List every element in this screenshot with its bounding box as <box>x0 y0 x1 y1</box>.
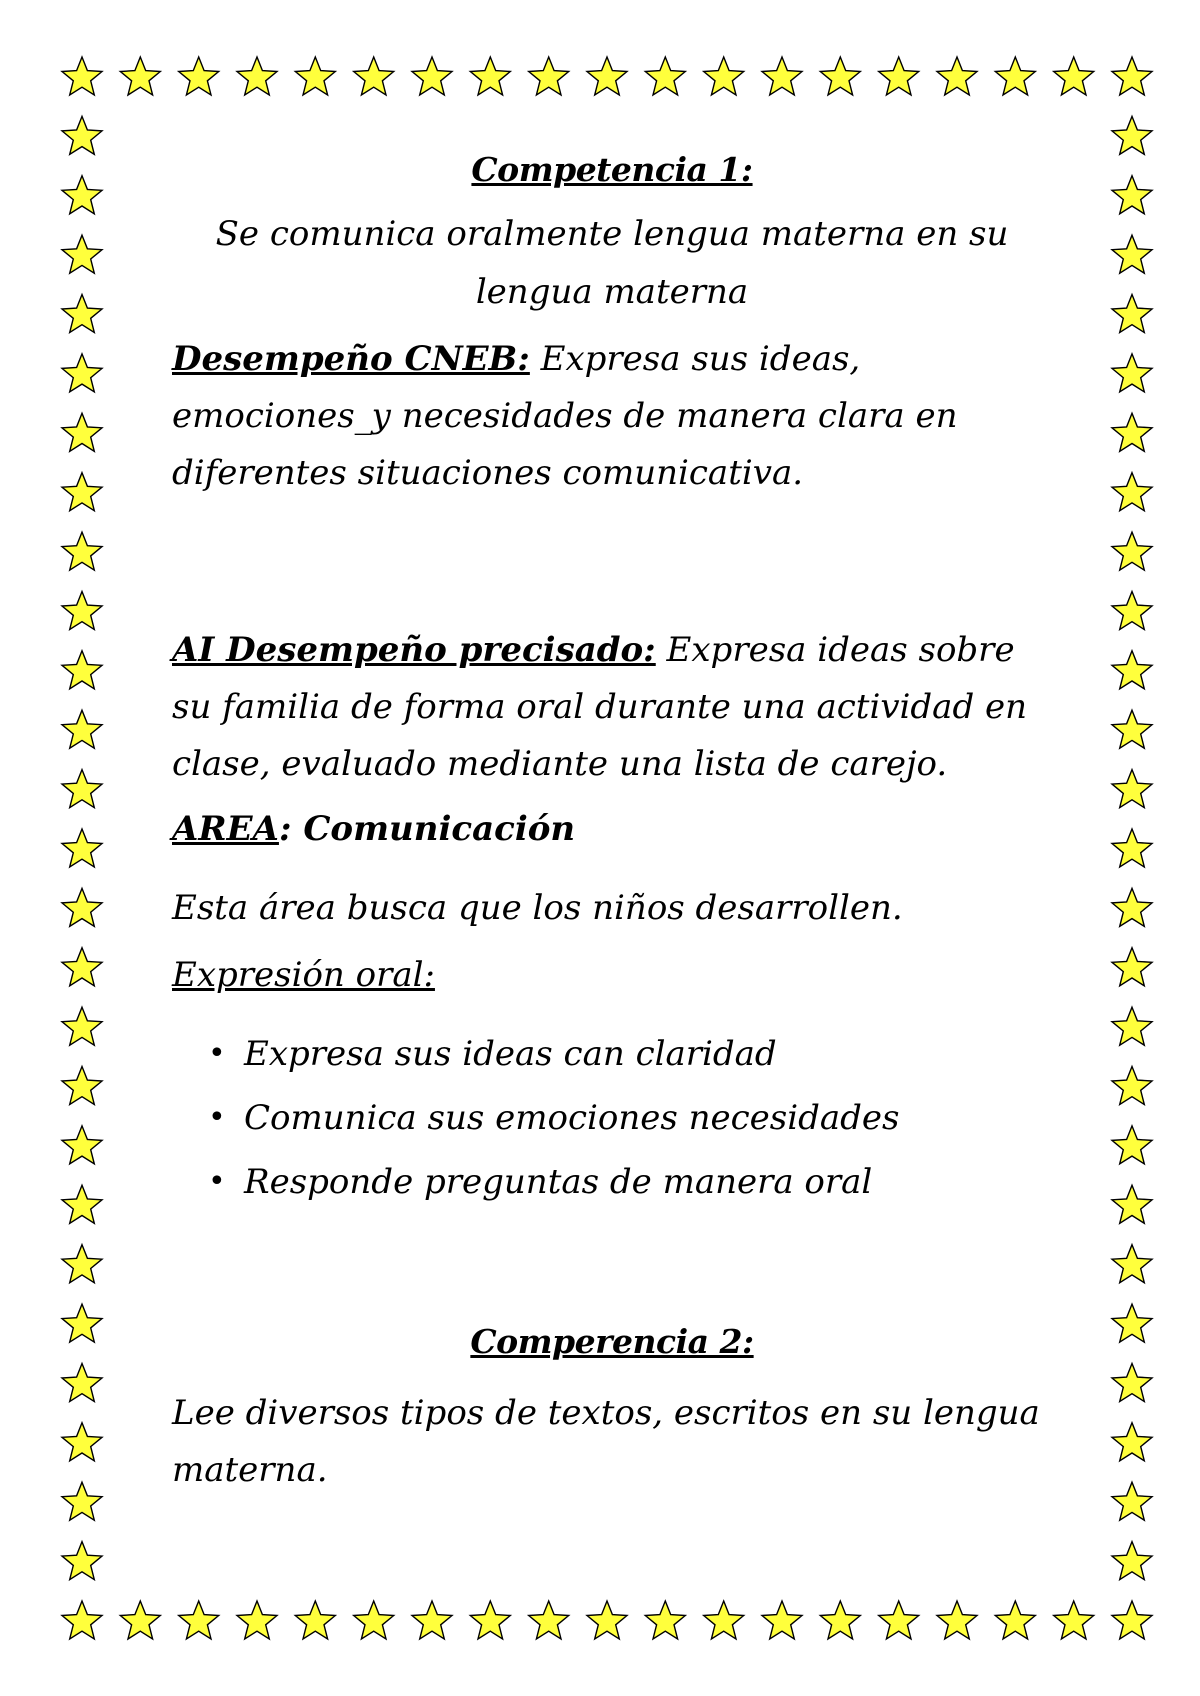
star-icon <box>1112 295 1152 333</box>
star-icon <box>704 57 744 95</box>
star-icon <box>62 235 102 273</box>
star-icon <box>820 57 860 95</box>
star-icon <box>529 1601 569 1639</box>
star-icon <box>1112 1542 1152 1580</box>
competencia-1-description <box>172 205 1052 321</box>
star-icon <box>62 1542 102 1580</box>
star-icon <box>1112 888 1152 926</box>
star-icon <box>1112 829 1152 867</box>
star-icon <box>937 57 977 95</box>
star-icon <box>1112 176 1152 214</box>
star-icon <box>645 1601 685 1639</box>
star-icon <box>762 57 802 95</box>
bullet-icon: • <box>208 1036 226 1071</box>
star-icon <box>529 57 569 95</box>
star-icon <box>1112 1067 1152 1105</box>
star-icon <box>62 592 102 630</box>
area-description: Esta área busca que los niños desarrollen. <box>172 888 903 928</box>
star-icon <box>1112 57 1152 95</box>
star-icon <box>1112 1423 1152 1461</box>
star-icon <box>470 57 510 95</box>
star-icon <box>1112 1007 1152 1045</box>
star-icon <box>62 1304 102 1342</box>
star-icon <box>995 1601 1035 1639</box>
bullet-icon: • <box>208 1100 226 1135</box>
star-icon <box>62 710 102 748</box>
star-icon <box>1112 1245 1152 1283</box>
area-line <box>172 801 1052 858</box>
document-body <box>172 150 1052 1499</box>
star-icon <box>1112 532 1152 570</box>
area-label: AREA <box>172 809 279 849</box>
star-icon <box>1112 1304 1152 1342</box>
star-icon <box>1112 710 1152 748</box>
star-icon <box>1112 651 1152 689</box>
star-icon <box>1112 1126 1152 1164</box>
desempeno-cneb-text: Expresa sus ideas, emociones_y necesidades de manera clara en diferentes situaciones comunicativa. <box>172 339 958 493</box>
competencia-1-line-2: lengua materna <box>475 272 749 312</box>
bullet-icon: • <box>208 1164 226 1199</box>
star-icon <box>587 57 627 95</box>
competencia-2-heading: Comperencia 2: <box>470 1322 754 1361</box>
star-icon <box>587 1601 627 1639</box>
star-icon <box>62 295 102 333</box>
star-icon <box>62 1601 102 1639</box>
star-icon <box>1112 116 1152 154</box>
star-icon <box>1112 592 1152 630</box>
star-icon <box>62 1185 102 1223</box>
desempeno-cneb-paragraph <box>172 331 1052 502</box>
star-icon <box>62 770 102 808</box>
star-icon <box>62 1245 102 1283</box>
desempeno-precisado-text: Expresa ideas sobre su familia de forma oral durante una actividad en clase, evaluado mediante una lista de carejo. <box>172 630 1028 784</box>
star-icon <box>179 57 219 95</box>
star-icon <box>1112 770 1152 808</box>
star-icon <box>179 1601 219 1639</box>
star-icon <box>62 1482 102 1520</box>
star-icon <box>1112 1364 1152 1402</box>
expresion-oral-label: Expresión oral: <box>172 955 435 995</box>
star-icon <box>762 1601 802 1639</box>
star-icon <box>937 1601 977 1639</box>
star-icon <box>295 57 335 95</box>
expresion-oral-list <box>172 1022 1052 1214</box>
star-icon <box>62 1007 102 1045</box>
desempeno-cneb-label: Desempeño CNEB: <box>172 339 530 379</box>
star-icon <box>62 473 102 511</box>
desempeno-precisado-label: AI Desempeño precisado: <box>172 630 656 670</box>
star-icon <box>62 413 102 451</box>
star-icon <box>1054 1601 1094 1639</box>
star-icon <box>62 1126 102 1164</box>
star-icon <box>1112 948 1152 986</box>
star-icon <box>62 651 102 689</box>
star-icon <box>1112 1482 1152 1520</box>
star-icon <box>1112 1185 1152 1223</box>
star-icon <box>62 829 102 867</box>
star-icon <box>62 1364 102 1402</box>
star-icon <box>1112 413 1152 451</box>
star-icon <box>237 57 277 95</box>
star-icon <box>412 1601 452 1639</box>
star-icon <box>470 1601 510 1639</box>
star-icon <box>62 176 102 214</box>
area-value: : Comunicación <box>278 809 576 849</box>
star-icon <box>62 888 102 926</box>
star-icon <box>879 57 919 95</box>
star-icon <box>879 1601 919 1639</box>
star-icon <box>645 57 685 95</box>
star-icon <box>704 1601 744 1639</box>
competencia-1-heading: Competencia 1: <box>471 150 753 189</box>
list-item: • Responde preguntas de manera oral <box>244 1150 1052 1214</box>
star-icon <box>1112 473 1152 511</box>
star-icon <box>295 1601 335 1639</box>
star-icon <box>62 948 102 986</box>
desempeno-precisado-paragraph <box>172 622 1052 793</box>
star-icon <box>995 57 1035 95</box>
star-icon <box>354 1601 394 1639</box>
star-icon <box>820 1601 860 1639</box>
star-icon <box>1112 235 1152 273</box>
star-icon <box>1112 354 1152 392</box>
star-icon <box>237 1601 277 1639</box>
star-icon <box>62 57 102 95</box>
star-icon <box>1112 1601 1152 1639</box>
star-icon <box>62 532 102 570</box>
star-icon <box>62 1067 102 1105</box>
competencia-1-line-1: Se comunica oralmente lengua materna en su <box>215 214 1009 254</box>
star-icon <box>62 354 102 392</box>
star-icon <box>120 57 160 95</box>
star-icon <box>1054 57 1094 95</box>
competencia-2-description: Lee diversos tipos de textos, escritos en su lengua materna. <box>172 1393 1040 1490</box>
list-item: • Expresa sus ideas can claridad <box>244 1022 1052 1086</box>
star-icon <box>120 1601 160 1639</box>
star-icon <box>412 57 452 95</box>
star-icon <box>62 1423 102 1461</box>
star-icon <box>62 116 102 154</box>
list-item: • Comunica sus emociones necesidades <box>244 1086 1052 1150</box>
star-icon <box>354 57 394 95</box>
